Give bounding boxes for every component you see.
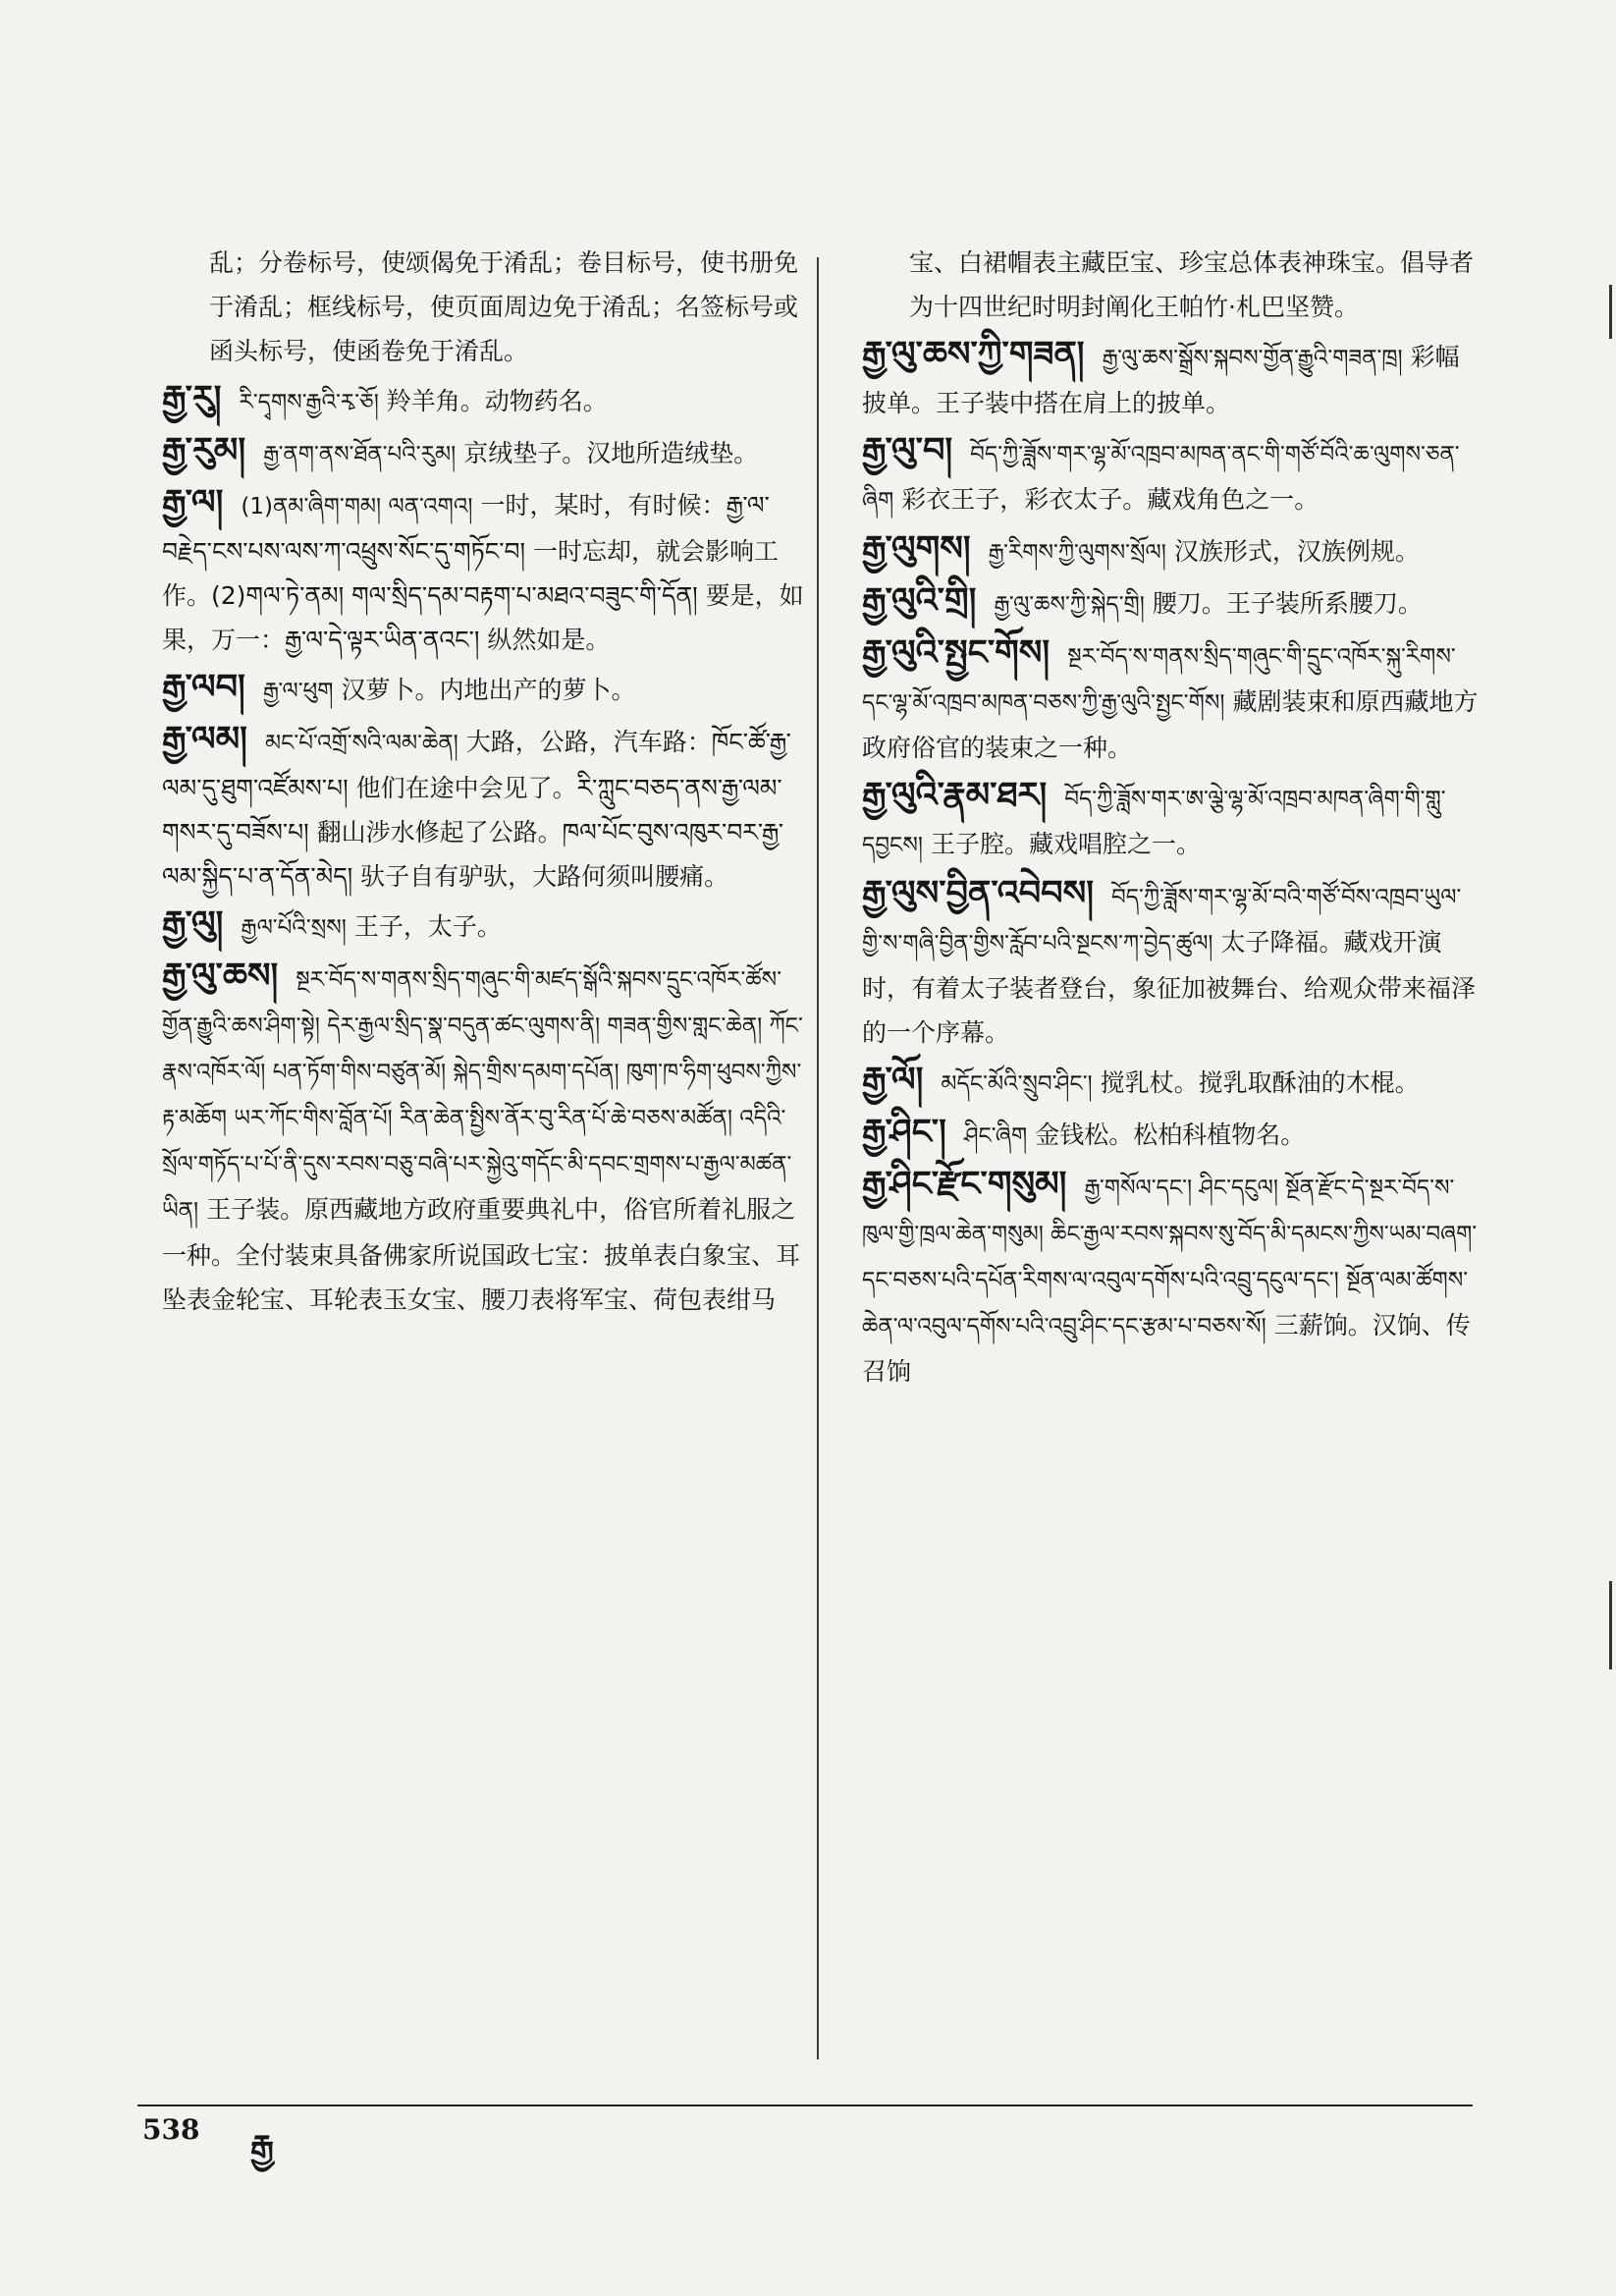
entry-headword: རྒྱ་ལུགས།	[862, 528, 971, 569]
entry-tibetan-definition: རྒྱ་ལ་ཕུག	[262, 679, 334, 704]
entry-headword: རྒྱ་ལོ།	[862, 1060, 924, 1100]
entry-chinese-definition: 王子装。原西藏地方政府重要典礼中，俗官所着礼服之一种。全付装束具备佛家所说国政七宝：披单表白象宝、耳坠表金轮宝、耳轮表玉女宝、腰刀表将军宝、荷包表绀马	[162, 1195, 801, 1314]
dictionary-entry	[162, 902, 810, 951]
entry-headword: རྒྱ་རུམ།	[162, 430, 246, 470]
entry-chinese-definition: 三薪饷。汉饷、传召饷	[862, 1311, 1471, 1386]
entry-chinese-definition: 京绒垫子。汉地所造绒垫。	[463, 439, 759, 467]
entry-headword: རྒྱ་ལུས་བྱིན་འབེབས།	[862, 873, 1094, 913]
entry-chinese-definition: 一时，某时，有时候：རྒྱ་ལ་བརྗེད་ངས་པས་ལས་ཀ་འཕྲུས་སོང་དུ་གཏོང་བ། 一时忘却，就会影响工作。(2)གལ་ཏེ་ནམ། གལ་སྲིད་དམ་བརྟག་པ་མཐའ་བཟུང་གི་དོན། 要是，如果，万一：རྒྱ་ལ་དེ་ལྟར་ཡིན་ནའང་། 纵然如是。	[162, 491, 804, 654]
entry-tibetan-definition: རི་དྭགས་རྒྱའི་རྭ་ཅོ།	[239, 390, 379, 415]
dictionary-entry	[162, 665, 810, 714]
entry-headword: རྒྱ་ལུ་ཆས་ཀྱི་གཟན།	[862, 334, 1085, 374]
entry-headword: རྒྱ་ལུའི་སྤྱང་གོས།	[862, 632, 1050, 673]
entry-chinese-definition: 太子降福。藏戏开演时，有着太子装者登台，象征加被舞台、给观众带来福泽的一个序幕。	[862, 928, 1477, 1047]
entry-headword: རྒྱ་ལབ།	[162, 667, 245, 707]
dictionary-entry	[162, 717, 810, 899]
continued-chinese: 宝、白裙帽表主藏臣宝、珍宝总体表神珠宝。倡导者为十四世纪时明封阐化王帕竹·札巴坚赞。	[909, 248, 1475, 321]
dictionary-entry	[862, 871, 1481, 1055]
entry-chinese-definition: 金钱松。松柏科植物名。	[1035, 1121, 1306, 1149]
entry-chinese-definition: 汉萝卜。内地出产的萝卜。	[341, 676, 636, 704]
entry-tibetan-definition: རྒྱ་རིགས་ཀྱི་ལུགས་སྲོལ།	[988, 540, 1166, 566]
entry-tibetan-definition: བོད་ཀྱི་ཟློས་གར་ལྷ་མོ་འཁྲབ་མཁན་ནང་གི་གཙོ་བོའི་ཆ་ལུགས་ཅན་ཞིག	[862, 442, 1460, 514]
left-column	[162, 241, 810, 1325]
entry-tibetan-definition: བོད་ཀྱི་ཟློས་གར་ཨ་ལྕེ་ལྷ་མོ་འཁྲབ་མཁན་ཞིག་གི་གླུ་དབྱངས།	[862, 787, 1446, 858]
dictionary-entry	[862, 1058, 1481, 1107]
entry-headword: རྒྱ་ལུའི་གྲི།	[862, 580, 977, 621]
dictionary-entry	[862, 578, 1481, 628]
entry-tibetan-definition: སྔར་བོད་ས་གནས་སྲིད་གཞུང་གི་དྲུང་འཁོར་སྐུ་རིགས་དང་ལྷ་མོ་འཁྲབ་མཁན་བཅས་ཀྱི་རྒྱ་ལུའི་སྤྱང་གོས།	[862, 644, 1456, 716]
dictionary-entry	[862, 428, 1481, 523]
entry-chinese-definition: 羚羊角。动物药名。	[386, 387, 608, 415]
entry-headword: རྒྱ་ལུའི་རྣམ་ཐར།	[862, 775, 1048, 815]
entry-headword: རྒྱ་ཤིང་།	[862, 1112, 946, 1152]
entry-tibetan-definition: (1)ནམ་ཞིག་གམ། ལན་འགའ།	[241, 494, 473, 519]
entry-headword: རྒྱ་ལུ་ཆས།	[162, 956, 279, 996]
entry-tibetan-definition: རྒྱ་ལུ་ཆས་སྒྲོས་སྐབས་གྱོན་རྒྱུའི་གཟན་ཁྲ།	[1102, 346, 1403, 371]
column-divider	[817, 257, 819, 2059]
dictionary-entry	[862, 332, 1481, 425]
entry-chinese-definition: 藏剧装束和原西藏地方政府俗官的装束之一种。	[862, 687, 1479, 762]
entry-chinese-definition: 彩衣王子，彩衣太子。藏戏角色之一。	[901, 485, 1320, 514]
dictionary-entry	[162, 480, 810, 662]
entry-headword: རྒྱ་ལུ།	[162, 903, 224, 944]
entry-tibetan-definition: རྒྱལ་པོའི་སྲས།	[241, 915, 347, 941]
dictionary-entry	[162, 954, 810, 1322]
entry-chinese-definition: 王子，太子。	[353, 912, 502, 941]
entry-chinese-definition: 大路，公路，汽车路：ཁོང་ཚོ་རྒྱ་ལམ་དུ་ཐུག་འཛོམས་པ། 他们在途中会见了。རི་ཀླུང་བཅད་ནས་རྒྱ་ལམ་གསར་དུ་བཟོས་པ། 翻山涉水修起了公路。ཁལ་པོང་བུས་འཁུར་བར་རྒྱ་ལམ་སྐྱིད་པ་ན་དོན་མེད། 驮子自有驴驮，大路何须叫腰痛。	[162, 728, 791, 891]
entry-headword: རྒྱ་རུ།	[162, 378, 222, 418]
continued-chinese: 乱；分卷标号，使颂偈免于淆乱；卷目标号，使书册免于淆乱；框线标号，使页面周边免于淆乱；名签标号或函头标号，使函卷免于淆乱。	[209, 248, 799, 365]
running-head: རྒྱ	[250, 2128, 274, 2167]
dictionary-entry	[862, 630, 1481, 770]
dictionary-entry	[862, 773, 1481, 868]
page-number: 538	[142, 2113, 200, 2146]
entry-tibetan-definition: བོད་ཀྱི་ཟློས་གར་ལྷ་མོ་བའི་གཙོ་བོས་འཁྲབ་ཡུལ་གྱི་ས་གཞི་བྱིན་གྱིས་རློབ་པའི་སྔངས་ཀ་བྱེད་ཚུལ།	[862, 885, 1462, 957]
continued-text	[862, 241, 1481, 329]
entry-tibetan-definition: སྔར་བོད་ས་གནས་སྲིད་གཞུང་གི་མཛད་སྒོའི་སྐབས་དྲུང་འཁོར་ཚོས་གྱོན་རྒྱུའི་ཆས་ཤིག་སྟེ། དེར་རྒྱལ་སྲིད་སྣ་བདུན་ཚང་ལུགས་ནི། གཟན་གྱིས་གླང་ཆེན། ཀོང་རྣས་འཁོར་ལོ། པན་ཏོག་གིས་བཙུན་མོ། སྐེད་གྲིས་དམག་དཔོན། ཁུག་ཁ་ཧིག་ཕུབས་ཀྱིས་རྟ་མཆོག ཡར་ཀོང་གིས་བློན་པོ། རིན་ཆེན་སྤྱིས་ནོར་བུ་རིན་པོ་ཆེ་བཅས་མཚོན། འདིའི་སྲོལ་གཏོད་པ་པོ་ནི་དུས་རབས་བཅུ་བཞི་པར་སྐྱེའུ་གདོང་མི་དབང་གྲགས་པ་རྒྱལ་མཚན་ཡིན།	[162, 967, 803, 1224]
entry-chinese-definition: 搅乳杖。搅乳取酥油的木棍。	[1100, 1068, 1420, 1097]
dictionary-entry	[862, 1110, 1481, 1159]
entry-tibetan-definition: རྒྱ་ལུ་ཆས་ཀྱི་སྐེད་གྲི།	[994, 592, 1145, 618]
entry-chinese-definition: 彩幅披单。王子装中搭在肩上的披单。	[862, 343, 1460, 417]
entry-chinese-definition: 王子腔。藏戏唱腔之一。	[930, 830, 1201, 858]
scan-edge-mark	[1609, 1581, 1612, 1669]
dictionary-entry	[862, 526, 1481, 575]
entry-tibetan-definition: ཤིང་ཞིག	[963, 1123, 1028, 1149]
entry-tibetan-definition: མདོང་མོའི་སྲུབ་ཤིང་།	[941, 1071, 1093, 1097]
entry-tibetan-definition: མང་པོ་འགྲོ་སའི་ལམ་ཆེན།	[264, 731, 458, 756]
entry-headword: རྒྱ་ཤིང་རྫོང་གསུམ།	[862, 1164, 1067, 1204]
continued-text	[162, 241, 810, 373]
dictionary-entry	[162, 376, 810, 425]
entry-headword: རྒྱ་ལ།	[162, 482, 224, 522]
entry-chinese-definition: 汉族形式，汉族例规。	[1173, 537, 1420, 566]
right-column	[862, 241, 1481, 1396]
entry-headword: རྒྱ་ལུ་བ།	[862, 430, 953, 470]
entry-headword: རྒྱ་ལམ།	[162, 719, 247, 759]
scan-edge-mark	[1609, 285, 1612, 339]
dictionary-entry	[862, 1162, 1481, 1394]
entry-tibetan-definition: རྒྱ་ནག་ནས་ཐོན་པའི་རུམ།	[263, 442, 457, 467]
entry-chinese-definition: 腰刀。王子装所系腰刀。	[1152, 589, 1423, 618]
dictionary-entry	[162, 428, 810, 477]
entry-tibetan-definition: རྒྱ་གསོལ་དང་། ཤིང་དངུལ། སྔོན་རྫོང་དེ་སྔར་བོད་ས་ཁུལ་གྱི་ཁྲལ་ཆེན་གསུམ། ཆིང་རྒྱལ་རབས་སྐབས་སུ་བོད་མི་དམངས་ཀྱིས་ཡམ་བཞག་དང་བཅས་པའི་དཔོན་རིགས་ལ་འབུལ་དགོས་པའི་འབྲུ་དངུལ་དང་། སྔོན་ལམ་ཚོགས་ཆེན་ལ་འབུལ་དགོས་པའི་འབྲུ་ཤིང་དང་རྩམ་པ་བཅས་སོ།	[862, 1175, 1478, 1339]
footer-rule	[137, 2105, 1473, 2106]
